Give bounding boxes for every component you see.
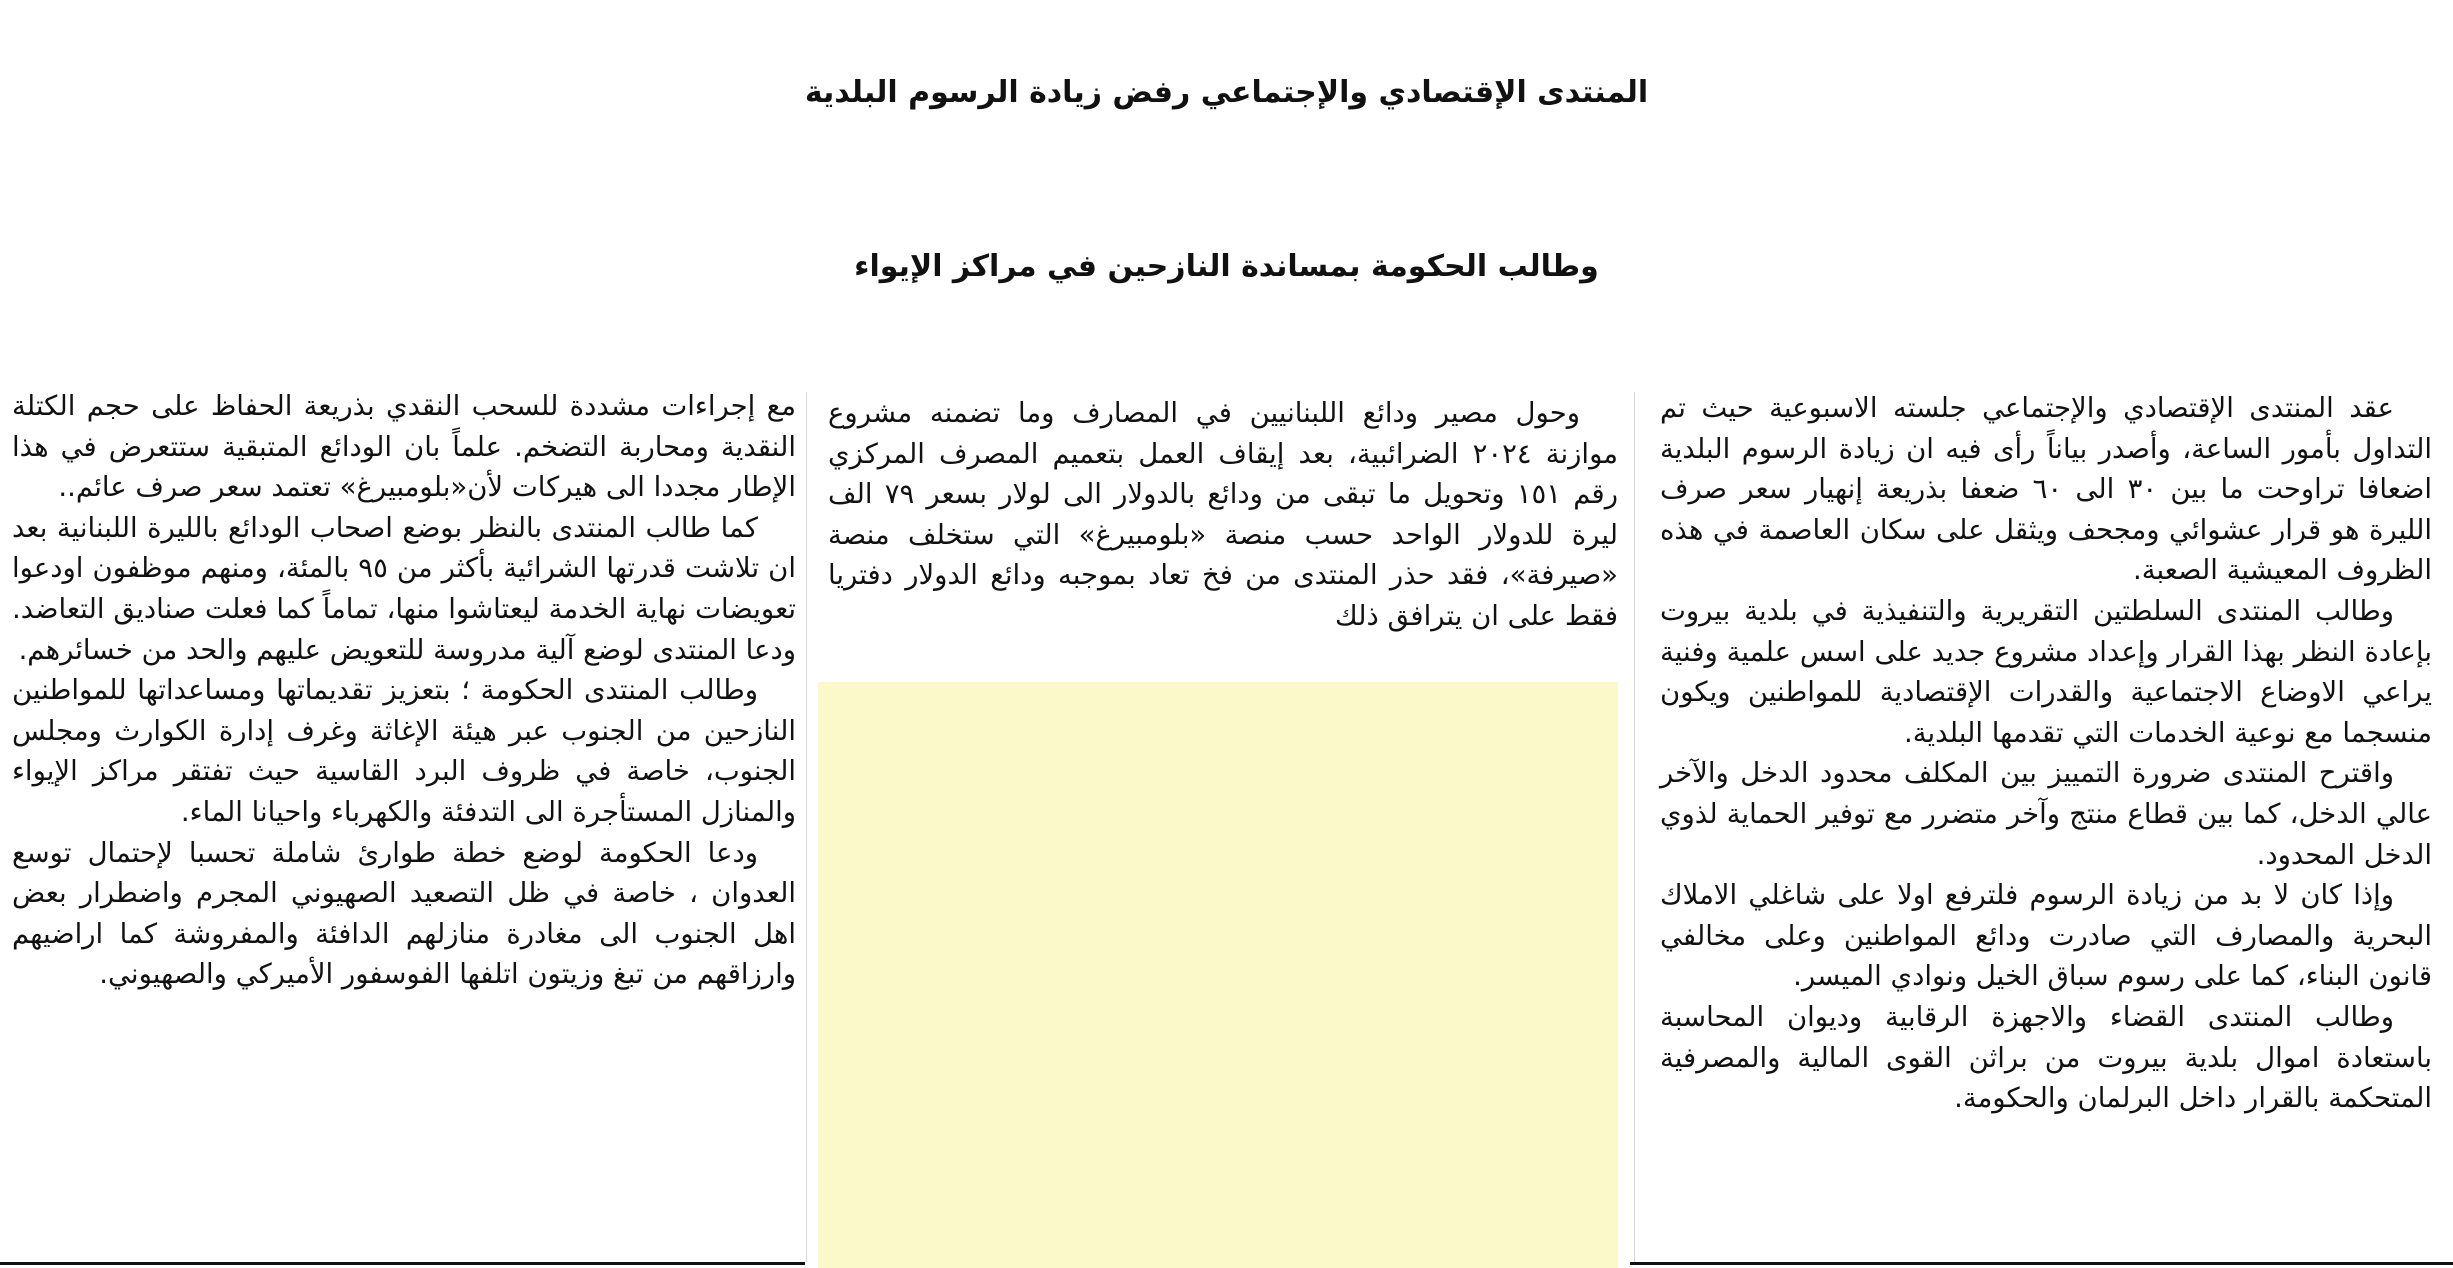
article-column-right [1660, 388, 2432, 1119]
paragraph: مع إجراءات مشددة للسحب النقدي بذريعة الحفاظ على حجم الكتلة النقدية ومحاربة التضخم. علماً بان الودائع المتبقية ستتعرض في هذا الإطار مجددا الى هيركات لأن«بلومبيرغ» تعتمد سعر صرف عائم.. [12, 390, 796, 504]
headline-line-2: وطالب الحكومة بمساندة النازحين في مراكز الإيواء [854, 249, 1599, 284]
paragraph: ودعا الحكومة لوضع خطة طوارئ شاملة تحسبا لإحتمال توسع العدوان ، خاصة في ظل التصعيد الصهيوني المجرم واضطرار بعض اهل الجنوب الى مغادرة منازلهم الدافئة والمفروشة كما اراضيهم وارزاقهم من تبغ وزيتون اتلفها الفوسفور الأميركي والصهيوني. [12, 836, 796, 991]
headline-line-1: المنتدى الإقتصادي والإجتماعي رفض زيادة الرسوم البلدية [804, 75, 1649, 110]
bottom-rule [0, 1262, 805, 1265]
paragraph: وإذا كان لا بد من زيادة الرسوم فلترفع اولا على شاغلي الاملاك البحرية والمصارف التي صادرت ودائع المواطنين وعلى مخالفي قانون البناء، كما على رسوم سباق الخيل ونوادي الميسر. [1660, 879, 2432, 993]
article-column-middle [828, 393, 1618, 637]
paragraph: وطالب المنتدى القضاء والاجهزة الرقابية وديوان المحاسبة باستعادة اموال بلدية بيروت من براثن القوى المالية والمصرفية المتحكمة بالقرار داخل البرلمان والحكومة. [1660, 1000, 2432, 1115]
column-divider [1634, 392, 1635, 1262]
paragraph: وحول مصير ودائع اللبنانيين في المصارف وما تضمنه مشروع موازنة ٢٠٢٤ الضرائبية، بعد إيقاف العمل بتعميم المصرف المركزي رقم ١٥١ وتحويل ما تبقى من ودائع بالدولار الى لولار بسعر ٧٩ الف ليرة للدولار الواحد حسب منصة «بلومبيرغ» التي ستخلف منصة «صيرفة»، فقد حذر المنتدى من فخ تعاد بموجبه ودائع الدولار دفتريا فقط على ان يترافق ذلك [828, 397, 1618, 632]
paragraph: واقترح المنتدى ضرورة التمييز بين المكلف محدود الدخل والآخر عالي الدخل، كما بين قطاع منتج وآخر متضرر مع توفير الحماية لذوي الدخل المحدود. [1660, 757, 2432, 871]
paragraph: كما طالب المنتدى بالنظر بوضع اصحاب الودائع بالليرة اللبنانية بعد ان تلاشت قدرتها الشرائية بأكثر من ٩٥ بالمئة، ومنهم موظفون اودعوا تعويضات نهاية الخدمة ليعتاشوا منها، تماماً كما فعلت صناديق التعاضد. ودعا المنتدى لوضع آلية مدروسة للتعويض عليهم والحد من خسائرهم. [12, 511, 796, 666]
article-column-left [12, 386, 796, 995]
paragraph: وطالب المنتدى الحكومة ؛ بتعزيز تقديماتها ومساعداتها للمواطنين النازحين من الجنوب عبر هيئة الإغاثة وغرف إدارة الكوارث ومجلس الجنوب، خاصة في ظروف البرد القاسية حيث تفتقر مراكز الإيواء والمنازل المستأجرة الى التدفئة والكهرباء واحيانا الماء. [12, 674, 796, 828]
paragraph: وطالب المنتدى السلطتين التقريرية والتنفيذية في بلدية بيروت بإعادة النظر بهذا القرار وإعداد مشروع جديد على اسس علمية وفنية يراعي الاوضاع الاجتماعية والقدرات الإقتصادية للمواطنين ويكون منسجما مع نوعية الخدمات التي تقدمها البلدية. [1660, 594, 2432, 749]
bottom-rule [1630, 1262, 2453, 1265]
blank-ad-space [818, 682, 1618, 1268]
column-divider [806, 392, 807, 1262]
paragraph: عقد المنتدى الإقتصادي والإجتماعي جلسته الاسبوعية حيث تم التداول بأمور الساعة، وأصدر بياناً رأى فيه ان زيادة الرسوم البلدية اضعافا تراوحت ما بين ٣٠ الى ٦٠ ضعفا بذريعة إنهيار سعر صرف الليرة هو قرار عشوائي ومجحف ويثقل على سكان العاصمة في هذه الظروف المعيشية الصعبة. [1660, 392, 2432, 587]
